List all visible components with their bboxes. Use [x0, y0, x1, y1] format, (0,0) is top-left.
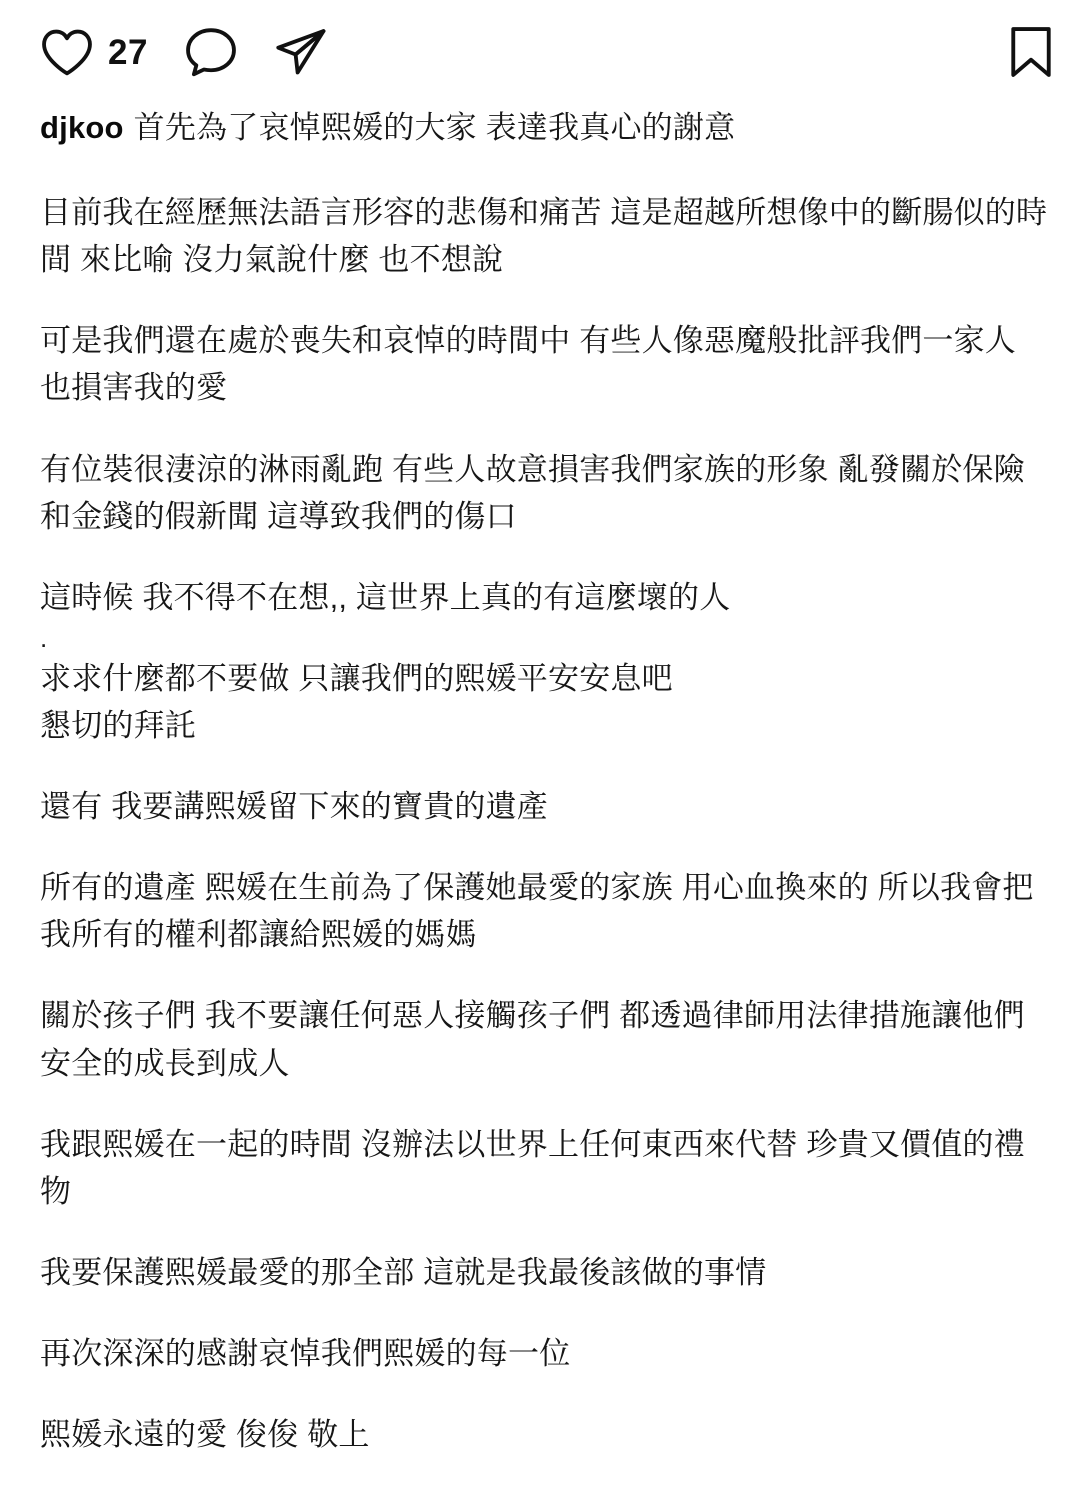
post-username[interactable]: djkoo	[40, 110, 124, 145]
post-action-bar	[0, 0, 1090, 104]
caption-paragraph: 這時候 我不得不在想,, 這世界上真的有這麼壞的人	[40, 579, 731, 615]
post-actions-right	[1006, 24, 1056, 80]
save-button[interactable]	[1006, 24, 1056, 80]
caption-paragraph: 懇切的拜託	[40, 707, 196, 743]
caption-paragraph: 再次深深的感謝哀悼我們熙媛的每一位	[40, 1335, 571, 1371]
like-count: 27	[108, 32, 148, 72]
post-caption	[0, 104, 1090, 1492]
caption-dot-line: .	[40, 622, 48, 653]
bookmark-icon[interactable]	[1006, 24, 1056, 80]
caption-paragraph: 有位裝很淒涼的淋雨亂跑 有些人故意損害我們家族的形象 亂發關於保險和金錢的假新聞 這導致我們的傷口	[40, 451, 1025, 534]
caption-paragraph: 熙媛永遠的愛 俊俊 敬上	[40, 1417, 370, 1453]
post-actions-left	[40, 26, 328, 78]
caption-paragraph: 我跟熙媛在一起的時間 沒辦法以世界上任何東西來代替 珍貴又價值的禮物	[40, 1126, 1025, 1209]
share-icon[interactable]	[274, 26, 328, 78]
caption-paragraph: 還有 我要講熙媛留下來的寶貴的遺產	[40, 789, 549, 825]
caption-paragraph: 我要保護熙媛最愛的那全部 這就是我最後該做的事情	[40, 1254, 767, 1290]
caption-paragraph: 目前我在經歷無法語言形容的悲傷和痛苦 這是超越所想像中的斷腸似的時間 來比喻 沒力氣說什麼 也不想說	[40, 195, 1048, 278]
caption-first-text: 首先為了哀悼熙媛的大家 表達我真心的謝意	[133, 110, 736, 145]
caption-paragraph: 關於孩子們 我不要讓任何惡人接觸孩子們 都透過律師用法律措施讓他們安全的成長到成人	[40, 998, 1025, 1081]
heart-icon[interactable]	[40, 27, 94, 77]
caption-paragraph: 所有的遺產 熙媛在生前為了保護她最愛的家族 用心血換來的 所以我會把我所有的權利都讓給熙媛的媽媽	[40, 870, 1034, 953]
caption-first-line	[40, 104, 1048, 151]
comment-icon[interactable]	[184, 26, 238, 78]
caption-paragraph: 求求什麼都不要做 只讓我們的熙媛平安安息吧	[40, 660, 673, 696]
caption-paragraph: 可是我們還在處於喪失和哀悼的時間中 有些人像惡魔般批評我們一家人 也損害我的愛	[40, 323, 1017, 406]
like-button[interactable]	[40, 27, 148, 77]
share-button[interactable]	[274, 26, 328, 78]
comment-button[interactable]	[184, 26, 238, 78]
